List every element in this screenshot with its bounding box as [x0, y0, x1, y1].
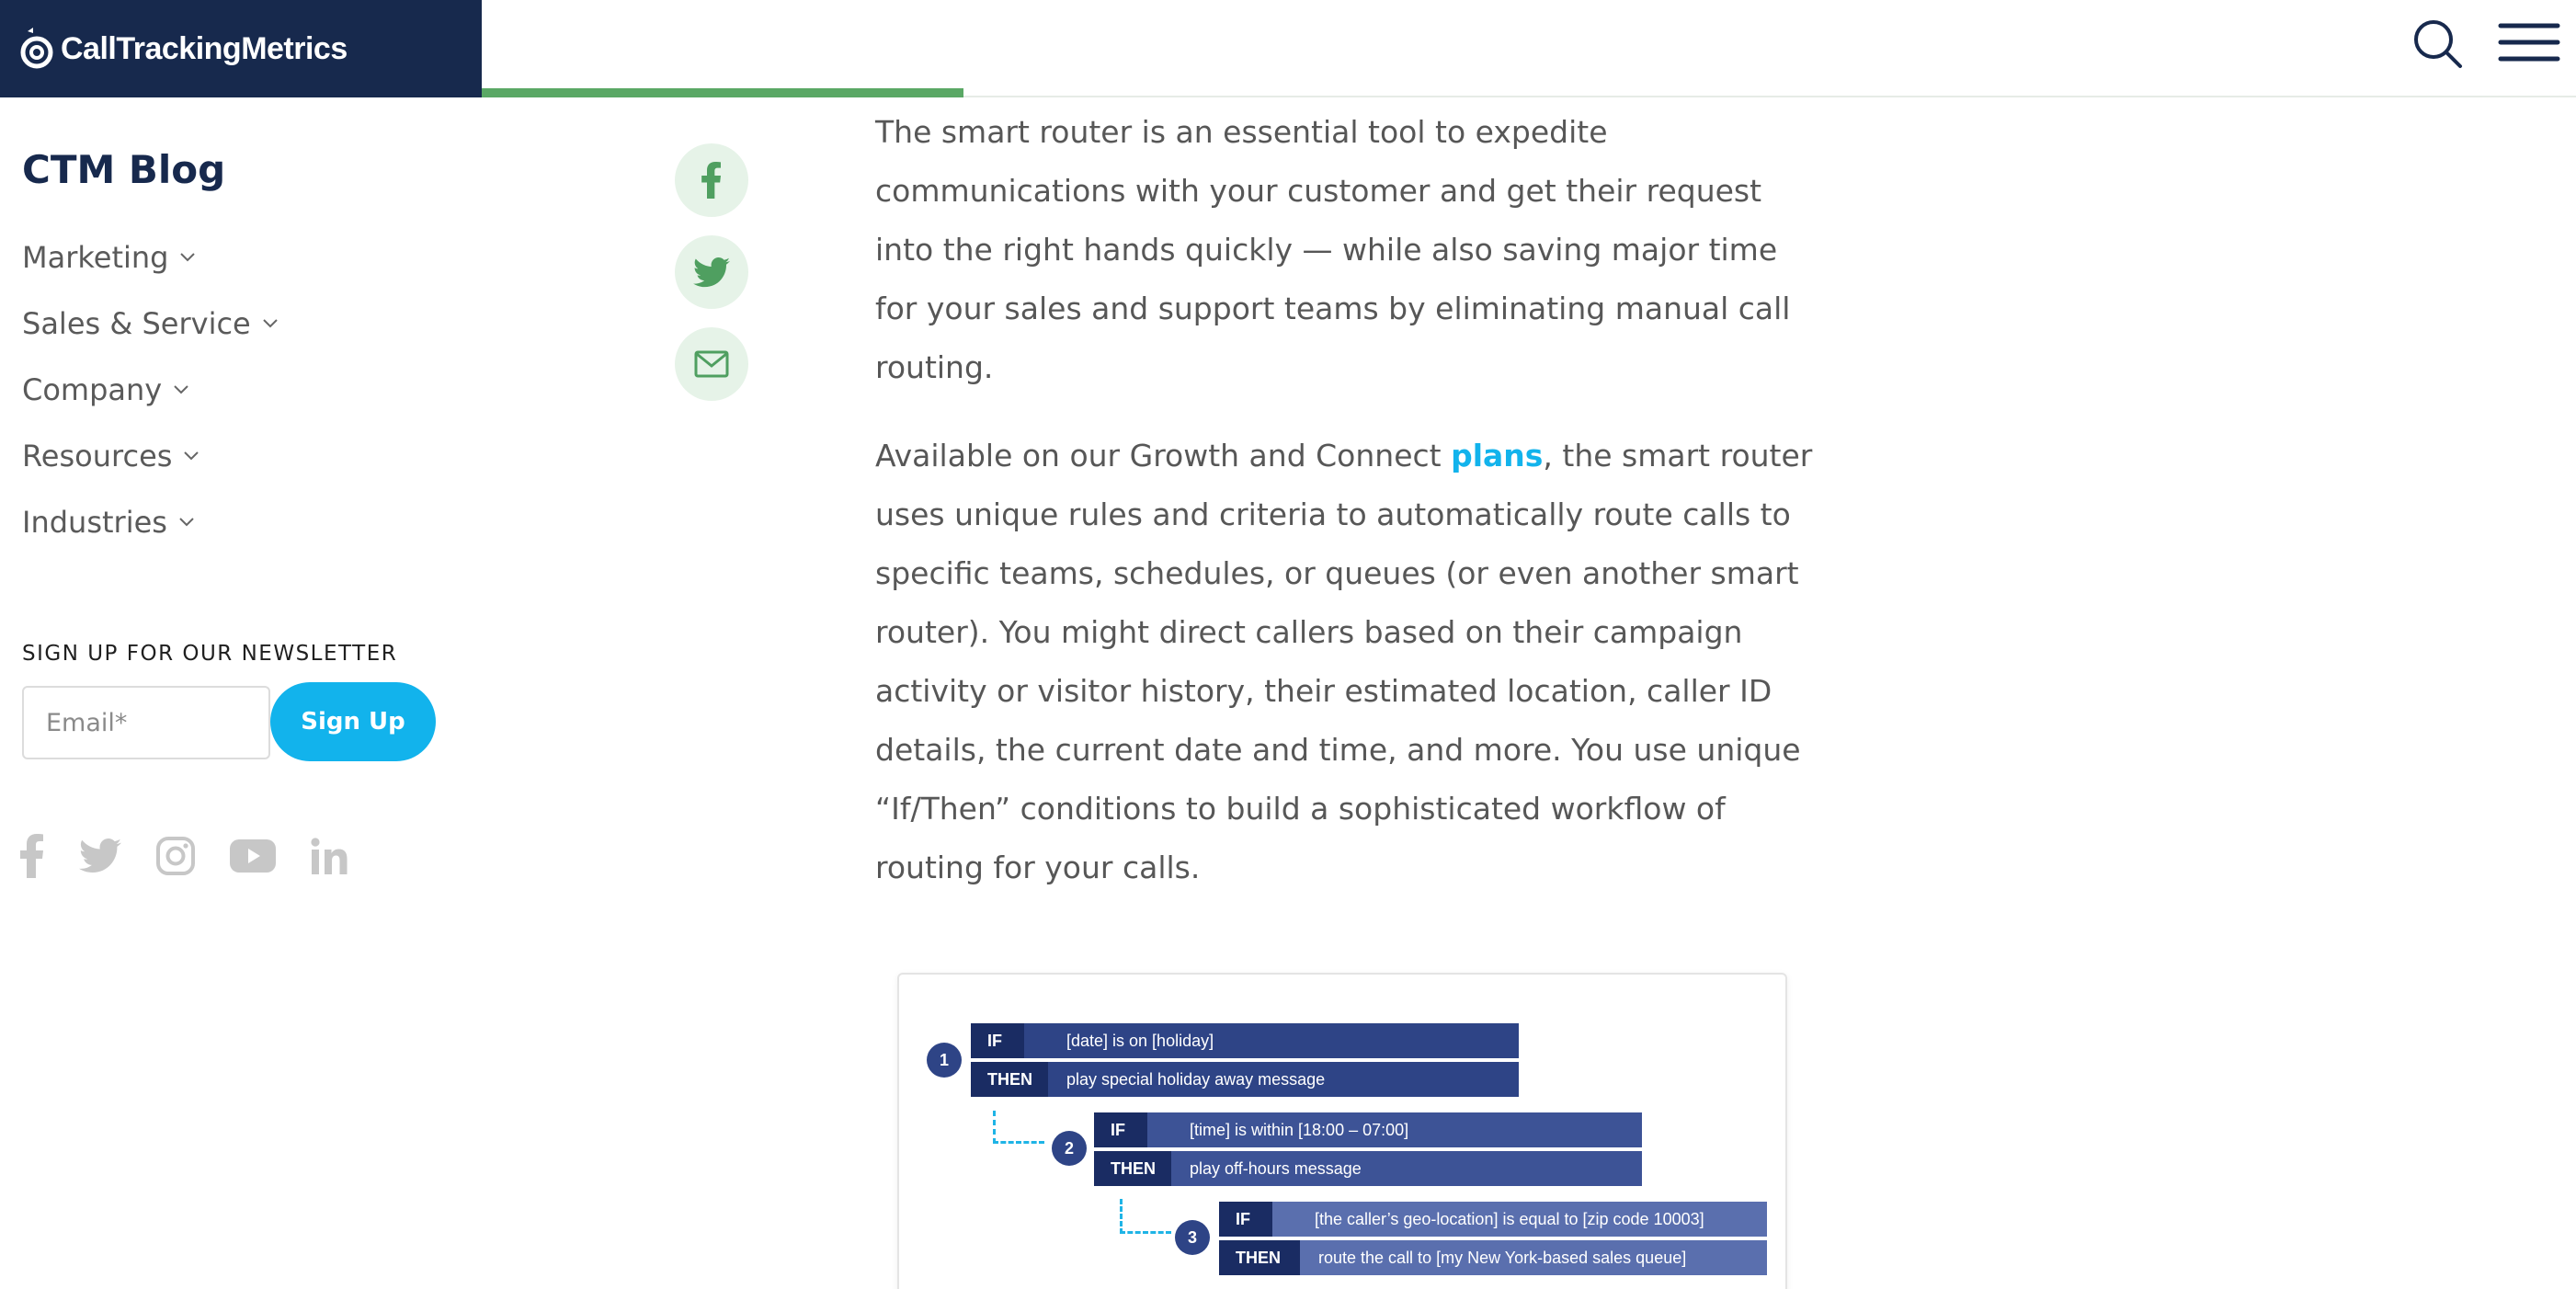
twitter-icon[interactable] — [79, 833, 121, 879]
if-keyword: IF — [971, 1023, 1024, 1058]
linkedin-icon[interactable] — [311, 833, 348, 879]
site-logo[interactable] — [0, 0, 482, 97]
then-action-row — [1219, 1240, 1767, 1275]
logo-text: CallTrackingMetrics — [61, 30, 348, 66]
site-header — [0, 0, 2576, 97]
if-condition-row — [971, 1023, 1519, 1058]
if-condition-row — [1094, 1112, 1642, 1147]
share-email-button[interactable] — [675, 327, 748, 401]
if-condition-text: [date] is on [holiday] — [1066, 1031, 1214, 1050]
flow-connector — [1120, 1199, 1171, 1234]
article-body — [875, 103, 1822, 927]
then-action-text: route the call to [my New York-based sales queue] — [1318, 1248, 1687, 1267]
category-resources[interactable] — [22, 423, 279, 489]
article-paragraph — [875, 427, 1822, 897]
article-paragraph: The smart router is an essential tool to expedite communications with your customer and get their request into the right hands quickly — while also saving major time for your sales and support teams by eliminating manual call routing. — [875, 114, 1791, 385]
paragraph-text: Available on our Growth and Connect — [875, 438, 1452, 473]
chevron-down-icon — [179, 252, 196, 263]
category-label: Company — [22, 372, 163, 407]
category-marketing[interactable] — [22, 224, 279, 291]
share-facebook-button[interactable] — [675, 143, 748, 217]
category-industries[interactable] — [22, 489, 279, 555]
hamburger-menu-icon[interactable] — [2497, 17, 2561, 68]
then-action-text: play off-hours message — [1190, 1158, 1362, 1178]
youtube-icon[interactable] — [230, 833, 276, 879]
facebook-icon[interactable] — [20, 833, 44, 879]
signup-button[interactable]: Sign Up — [270, 682, 436, 761]
logo-icon — [20, 28, 53, 70]
category-label: Marketing — [22, 240, 169, 275]
twitter-icon — [693, 257, 730, 288]
search-icon[interactable] — [2411, 17, 2466, 72]
plans-link[interactable]: plans — [1451, 438, 1544, 473]
smart-router-diagram — [897, 973, 1787, 1289]
step-number-badge: 2 — [1052, 1131, 1087, 1166]
chevron-down-icon — [173, 384, 189, 395]
if-keyword: IF — [1219, 1202, 1272, 1237]
reading-progress-bar — [482, 88, 963, 97]
newsletter-email-field[interactable] — [22, 686, 270, 759]
social-links — [20, 833, 382, 879]
email-icon — [694, 350, 729, 378]
paragraph-text: , the smart router uses unique rules and criteria to automatically route calls to specific teams, schedules, or queues (or even another smart router). You might direct callers based on their campaign activity or visitor history, their estimated location, caller ID details, the current date and time, and more. You use unique “If/Then” conditions to build a sophisticated workflow of routing for your calls. — [875, 438, 1813, 885]
blog-title[interactable]: CTM Blog — [22, 147, 226, 192]
step-number-badge: 1 — [927, 1043, 962, 1078]
then-action-row — [971, 1062, 1519, 1097]
category-nav — [22, 224, 279, 555]
if-condition-row — [1219, 1202, 1767, 1237]
then-keyword: THEN — [1094, 1151, 1171, 1186]
step-number-badge: 3 — [1175, 1220, 1210, 1255]
if-keyword: IF — [1094, 1112, 1147, 1147]
flow-connector — [993, 1111, 1044, 1144]
category-sales-service[interactable] — [22, 291, 279, 357]
chevron-down-icon — [178, 517, 195, 528]
then-action-text: play special holiday away message — [1066, 1069, 1326, 1089]
if-condition-text: [the caller’s geo-location] is equal to [zip code 10003] — [1315, 1209, 1704, 1228]
category-label: Industries — [22, 505, 167, 540]
newsletter-heading: SIGN UP FOR OUR NEWSLETTER — [22, 642, 398, 666]
then-keyword: THEN — [1219, 1240, 1300, 1275]
category-company[interactable] — [22, 357, 279, 423]
facebook-icon — [701, 162, 722, 199]
instagram-icon[interactable] — [156, 833, 195, 879]
then-action-row — [1094, 1151, 1642, 1186]
category-label: Sales & Service — [22, 306, 251, 341]
then-keyword: THEN — [971, 1062, 1048, 1097]
category-label: Resources — [22, 439, 173, 473]
chevron-down-icon — [262, 318, 279, 329]
share-twitter-button[interactable] — [675, 235, 748, 309]
chevron-down-icon — [183, 451, 199, 462]
if-condition-text: [time] is within [18:00 – 07:00] — [1190, 1120, 1409, 1139]
